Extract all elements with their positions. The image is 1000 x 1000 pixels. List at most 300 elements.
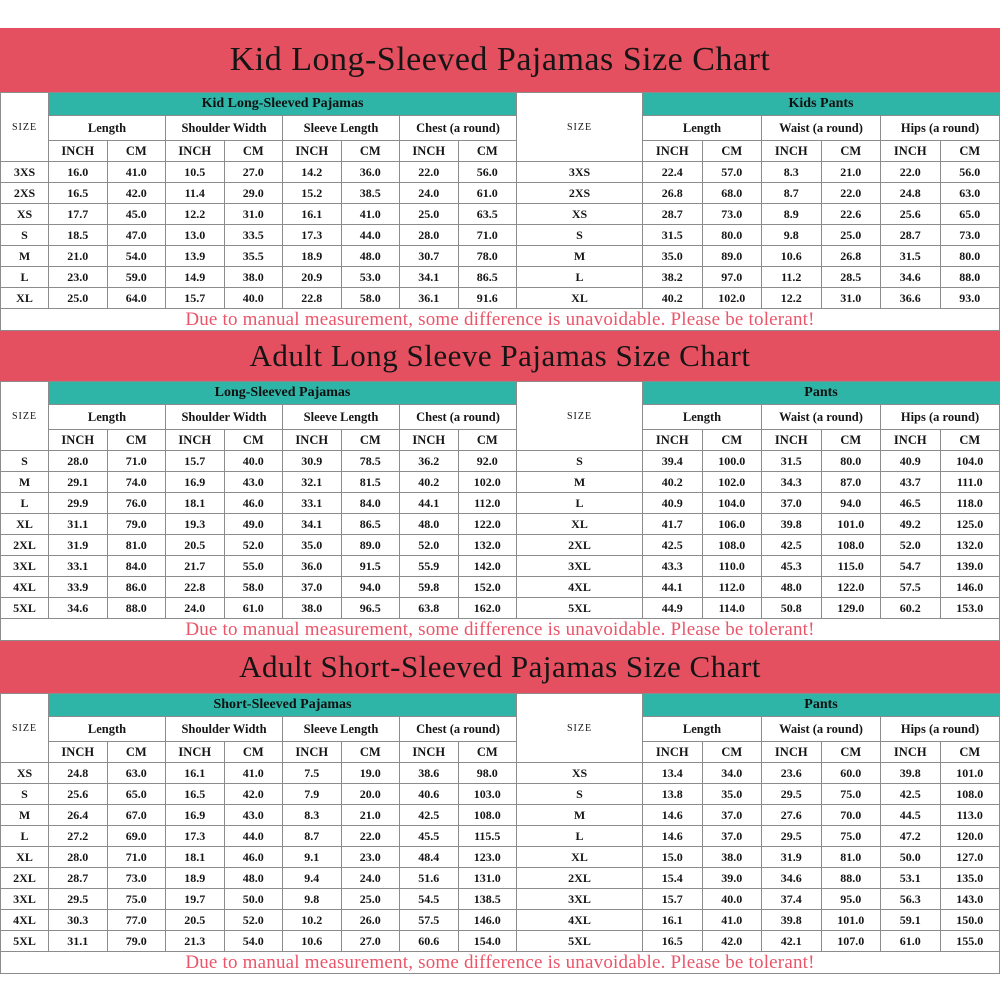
size-label: 3XL	[1, 889, 49, 910]
measurement-value: 63.0	[940, 183, 1000, 204]
measurement-value: 22.8	[283, 288, 342, 309]
measurement-value: 143.0	[940, 889, 1000, 910]
measurement-value: 16.1	[283, 204, 342, 225]
measurement-value: 24.0	[166, 598, 225, 619]
unit-header: INCH	[400, 141, 459, 162]
measurement-value: 12.2	[166, 204, 225, 225]
measurement-value: 56.3	[881, 889, 941, 910]
unit-header: INCH	[283, 430, 342, 451]
column-group-header: Shoulder Width	[166, 116, 283, 141]
measurement-value: 44.0	[341, 225, 400, 246]
measurement-value: 10.5	[166, 162, 225, 183]
table-row	[1, 847, 517, 868]
measurement-value: 28.0	[49, 451, 108, 472]
measurement-value: 88.0	[821, 868, 881, 889]
size-label: XL	[517, 514, 643, 535]
unit-header: INCH	[283, 742, 342, 763]
size-label: 4XL	[1, 577, 49, 598]
measurement-value: 9.4	[283, 868, 342, 889]
column-group-header: Hips (a round)	[881, 116, 1000, 141]
measurement-value: 80.0	[821, 451, 881, 472]
size-label: 3XS	[1, 162, 49, 183]
measurement-value: 34.3	[762, 472, 822, 493]
measurement-value: 81.5	[341, 472, 400, 493]
table-row	[517, 826, 1000, 847]
measurement-value: 106.0	[702, 514, 762, 535]
size-label: XS	[1, 763, 49, 784]
measurement-value: 131.0	[458, 868, 517, 889]
measurement-value: 21.7	[166, 556, 225, 577]
unit-header: INCH	[643, 141, 703, 162]
size-label: 4XL	[517, 577, 643, 598]
measurement-value: 41.0	[341, 204, 400, 225]
measurement-value: 29.5	[762, 826, 822, 847]
measurement-value: 25.6	[881, 204, 941, 225]
measurement-value: 10.6	[762, 246, 822, 267]
measurement-value: 67.0	[107, 805, 166, 826]
measurement-value: 14.2	[283, 162, 342, 183]
unit-header: CM	[702, 430, 762, 451]
unit-header: INCH	[881, 742, 941, 763]
measurement-value: 48.0	[224, 868, 283, 889]
measurement-value: 10.6	[283, 931, 342, 952]
size-label: 2XL	[1, 868, 49, 889]
measurement-value: 142.0	[458, 556, 517, 577]
measurement-value: 39.8	[762, 514, 822, 535]
table-row	[517, 556, 1000, 577]
size-label: M	[1, 246, 49, 267]
measurement-value: 65.0	[940, 204, 1000, 225]
measurement-value: 14.6	[643, 805, 703, 826]
measurement-value: 108.0	[702, 535, 762, 556]
measurement-value: 56.0	[458, 162, 517, 183]
measurement-value: 54.5	[400, 889, 459, 910]
measurement-value: 39.8	[762, 910, 822, 931]
measurement-value: 41.7	[643, 514, 703, 535]
table-row	[1, 514, 517, 535]
measurement-value: 46.5	[881, 493, 941, 514]
table-row	[1, 784, 517, 805]
section-title-banner	[0, 641, 1000, 693]
measurement-value: 17.3	[166, 826, 225, 847]
size-label: XS	[1, 204, 49, 225]
section-title: Kid Long-Sleeved Pajamas Size Chart	[229, 41, 771, 78]
measurement-value: 111.0	[940, 472, 1000, 493]
unit-header: CM	[821, 742, 881, 763]
measurement-value: 70.0	[821, 805, 881, 826]
measurement-value: 38.5	[341, 183, 400, 204]
measurement-value: 104.0	[940, 451, 1000, 472]
table-band-title: Kid Long-Sleeved Pajamas	[49, 93, 517, 116]
column-group-header: Chest (a round)	[400, 717, 517, 742]
measurement-value: 34.6	[881, 267, 941, 288]
unit-header: CM	[224, 430, 283, 451]
table-row	[517, 847, 1000, 868]
measurement-value: 37.0	[702, 805, 762, 826]
measurement-value: 8.7	[283, 826, 342, 847]
column-group-header: Length	[49, 717, 166, 742]
measurement-value: 45.0	[107, 204, 166, 225]
measurement-value: 35.0	[283, 535, 342, 556]
measurement-value: 107.0	[821, 931, 881, 952]
measurement-value: 27.6	[762, 805, 822, 826]
disclaimer-text: Due to manual measurement, some difference is unavoidable. Please be tolerant!	[0, 618, 1000, 641]
size-label: 4XL	[517, 910, 643, 931]
measurement-value: 31.1	[49, 931, 108, 952]
measurement-value: 113.0	[940, 805, 1000, 826]
measurement-value: 118.0	[940, 493, 1000, 514]
measurement-value: 43.0	[224, 805, 283, 826]
measurement-value: 92.0	[458, 451, 517, 472]
measurement-value: 19.0	[341, 763, 400, 784]
measurement-value: 39.4	[643, 451, 703, 472]
unit-header: CM	[821, 430, 881, 451]
section-adult-short-sleeved	[0, 641, 1000, 974]
measurement-value: 37.4	[762, 889, 822, 910]
measurement-value: 15.7	[643, 889, 703, 910]
measurement-value: 50.0	[881, 847, 941, 868]
measurement-value: 39.0	[702, 868, 762, 889]
measurement-value: 40.0	[702, 889, 762, 910]
measurement-value: 71.0	[107, 451, 166, 472]
unit-header: INCH	[166, 141, 225, 162]
unit-header: INCH	[400, 430, 459, 451]
table-row	[1, 535, 517, 556]
measurement-value: 34.1	[283, 514, 342, 535]
measurement-value: 77.0	[107, 910, 166, 931]
measurement-value: 47.2	[881, 826, 941, 847]
size-label: 3XS	[517, 162, 643, 183]
measurement-value: 36.0	[283, 556, 342, 577]
measurement-value: 84.0	[341, 493, 400, 514]
measurement-value: 91.6	[458, 288, 517, 309]
measurement-value: 31.9	[762, 847, 822, 868]
measurement-value: 146.0	[458, 910, 517, 931]
measurement-value: 13.4	[643, 763, 703, 784]
measurement-value: 44.5	[881, 805, 941, 826]
measurement-value: 91.5	[341, 556, 400, 577]
table-row	[1, 472, 517, 493]
measurement-value: 28.0	[400, 225, 459, 246]
size-label: XS	[517, 763, 643, 784]
section-adult-long-sleeve	[0, 331, 1000, 641]
unit-header: INCH	[881, 141, 941, 162]
measurement-value: 48.0	[341, 246, 400, 267]
size-label: M	[517, 805, 643, 826]
table-row	[1, 598, 517, 619]
unit-header: INCH	[762, 430, 822, 451]
measurement-value: 27.0	[224, 162, 283, 183]
size-label: XL	[517, 847, 643, 868]
measurement-value: 8.7	[762, 183, 822, 204]
size-label: 2XL	[517, 535, 643, 556]
measurement-value: 36.2	[400, 451, 459, 472]
measurement-value: 26.8	[643, 183, 703, 204]
table-row	[517, 514, 1000, 535]
pajamas-table	[0, 92, 517, 309]
measurement-value: 40.9	[643, 493, 703, 514]
measurement-value: 57.5	[400, 910, 459, 931]
pants-table	[516, 92, 1000, 309]
measurement-value: 20.5	[166, 910, 225, 931]
table-row	[517, 204, 1000, 225]
measurement-value: 103.0	[458, 784, 517, 805]
measurement-value: 102.0	[702, 288, 762, 309]
size-column-header: SIZE	[517, 93, 643, 162]
table-row	[517, 577, 1000, 598]
size-column-header: SIZE	[1, 93, 49, 162]
measurement-value: 122.0	[821, 577, 881, 598]
measurement-value: 100.0	[702, 451, 762, 472]
size-label: XL	[1, 847, 49, 868]
table-row	[1, 183, 517, 204]
measurement-value: 38.6	[400, 763, 459, 784]
unit-header: CM	[702, 742, 762, 763]
measurement-value: 40.6	[400, 784, 459, 805]
measurement-value: 102.0	[458, 472, 517, 493]
measurement-value: 89.0	[702, 246, 762, 267]
measurement-value: 78.0	[458, 246, 517, 267]
measurement-value: 132.0	[940, 535, 1000, 556]
measurement-value: 50.8	[762, 598, 822, 619]
size-label: 5XL	[517, 931, 643, 952]
measurement-value: 31.5	[762, 451, 822, 472]
table-row	[517, 246, 1000, 267]
measurement-value: 22.6	[821, 204, 881, 225]
unit-header: INCH	[643, 430, 703, 451]
measurement-value: 42.0	[224, 784, 283, 805]
section-title: Adult Short-Sleeved Pajamas Size Chart	[239, 649, 761, 684]
measurement-value: 43.0	[224, 472, 283, 493]
measurement-value: 24.8	[881, 183, 941, 204]
measurement-value: 88.0	[107, 598, 166, 619]
measurement-value: 24.0	[341, 868, 400, 889]
measurement-value: 81.0	[821, 847, 881, 868]
measurement-value: 64.0	[107, 288, 166, 309]
measurement-value: 13.9	[166, 246, 225, 267]
measurement-value: 38.2	[643, 267, 703, 288]
unit-header: CM	[224, 742, 283, 763]
measurement-value: 18.5	[49, 225, 108, 246]
pajamas-table	[0, 381, 517, 619]
table-row	[1, 493, 517, 514]
measurement-value: 31.5	[881, 246, 941, 267]
measurement-value: 22.8	[166, 577, 225, 598]
column-group-header: Hips (a round)	[881, 717, 1000, 742]
measurement-value: 16.5	[166, 784, 225, 805]
unit-header: CM	[458, 141, 517, 162]
size-label: M	[1, 805, 49, 826]
measurement-value: 15.4	[643, 868, 703, 889]
measurement-value: 24.0	[400, 183, 459, 204]
table-row	[517, 784, 1000, 805]
column-group-header: Sleeve Length	[283, 717, 400, 742]
measurement-value: 122.0	[458, 514, 517, 535]
measurement-value: 125.0	[940, 514, 1000, 535]
table-band-title: Short-Sleeved Pajamas	[49, 694, 517, 717]
measurement-value: 71.0	[458, 225, 517, 246]
measurement-value: 12.2	[762, 288, 822, 309]
measurement-value: 38.0	[702, 847, 762, 868]
measurement-value: 29.0	[224, 183, 283, 204]
measurement-value: 71.0	[107, 847, 166, 868]
measurement-value: 102.0	[702, 472, 762, 493]
measurement-value: 46.0	[224, 493, 283, 514]
table-row	[1, 267, 517, 288]
measurement-value: 74.0	[107, 472, 166, 493]
measurement-value: 30.7	[400, 246, 459, 267]
measurement-value: 17.3	[283, 225, 342, 246]
measurement-value: 14.9	[166, 267, 225, 288]
size-label: S	[517, 225, 643, 246]
measurement-value: 16.1	[166, 763, 225, 784]
measurement-value: 86.0	[107, 577, 166, 598]
measurement-value: 23.0	[341, 847, 400, 868]
measurement-value: 33.9	[49, 577, 108, 598]
table-band-title: Pants	[643, 694, 1000, 717]
measurement-value: 93.0	[940, 288, 1000, 309]
size-column-header: SIZE	[1, 694, 49, 763]
measurement-value: 86.5	[341, 514, 400, 535]
measurement-value: 49.0	[224, 514, 283, 535]
section-title: Adult Long Sleeve Pajamas Size Chart	[249, 338, 751, 373]
measurement-value: 104.0	[702, 493, 762, 514]
measurement-value: 80.0	[702, 225, 762, 246]
measurement-value: 25.0	[400, 204, 459, 225]
measurement-value: 26.4	[49, 805, 108, 826]
measurement-value: 44.9	[643, 598, 703, 619]
measurement-value: 41.0	[702, 910, 762, 931]
column-group-header: Waist (a round)	[762, 717, 881, 742]
measurement-value: 21.0	[341, 805, 400, 826]
unit-header: CM	[702, 141, 762, 162]
measurement-value: 29.5	[762, 784, 822, 805]
measurement-value: 56.0	[940, 162, 1000, 183]
measurement-value: 48.0	[400, 514, 459, 535]
column-group-header: Hips (a round)	[881, 405, 1000, 430]
measurement-value: 59.0	[107, 267, 166, 288]
measurement-value: 45.5	[400, 826, 459, 847]
measurement-value: 63.5	[458, 204, 517, 225]
measurement-value: 19.7	[166, 889, 225, 910]
measurement-value: 16.0	[49, 162, 108, 183]
measurement-value: 8.9	[762, 204, 822, 225]
unit-header: INCH	[400, 742, 459, 763]
measurement-value: 28.5	[821, 267, 881, 288]
tables-row	[0, 92, 1000, 309]
measurement-value: 36.1	[400, 288, 459, 309]
table-row	[517, 267, 1000, 288]
unit-header: CM	[821, 141, 881, 162]
column-group-header: Shoulder Width	[166, 717, 283, 742]
table-row	[517, 868, 1000, 889]
size-label: L	[517, 826, 643, 847]
measurement-value: 7.5	[283, 763, 342, 784]
measurement-value: 40.2	[400, 472, 459, 493]
measurement-value: 150.0	[940, 910, 1000, 931]
measurement-value: 57.0	[702, 162, 762, 183]
column-group-header: Waist (a round)	[762, 405, 881, 430]
unit-header: INCH	[643, 742, 703, 763]
measurement-value: 42.5	[400, 805, 459, 826]
column-group-header: Chest (a round)	[400, 116, 517, 141]
column-group-header: Length	[49, 405, 166, 430]
measurement-value: 75.0	[107, 889, 166, 910]
table-row	[517, 451, 1000, 472]
measurement-value: 63.8	[400, 598, 459, 619]
unit-header: CM	[341, 430, 400, 451]
measurement-value: 54.0	[224, 931, 283, 952]
table-row	[1, 556, 517, 577]
measurement-value: 47.0	[107, 225, 166, 246]
measurement-value: 20.0	[341, 784, 400, 805]
table-row	[1, 162, 517, 183]
size-label: 5XL	[1, 931, 49, 952]
measurement-value: 39.8	[881, 763, 941, 784]
measurement-value: 18.9	[283, 246, 342, 267]
measurement-value: 110.0	[702, 556, 762, 577]
measurement-value: 53.0	[341, 267, 400, 288]
measurement-value: 37.0	[762, 493, 822, 514]
table-row	[1, 288, 517, 309]
size-label: 4XL	[1, 910, 49, 931]
size-label: L	[517, 493, 643, 514]
measurement-value: 60.2	[881, 598, 941, 619]
measurement-value: 40.2	[643, 288, 703, 309]
measurement-value: 59.8	[400, 577, 459, 598]
column-group-header: Chest (a round)	[400, 405, 517, 430]
size-label: 3XL	[517, 556, 643, 577]
size-label: S	[1, 451, 49, 472]
size-label: 3XL	[517, 889, 643, 910]
measurement-value: 35.0	[702, 784, 762, 805]
measurement-value: 139.0	[940, 556, 1000, 577]
measurement-value: 34.6	[49, 598, 108, 619]
measurement-value: 34.0	[702, 763, 762, 784]
disclaimer-text: Due to manual measurement, some difference is unavoidable. Please be tolerant!	[0, 951, 1000, 974]
measurement-value: 13.8	[643, 784, 703, 805]
column-group-header: Sleeve Length	[283, 405, 400, 430]
measurement-value: 52.0	[224, 535, 283, 556]
size-label: 2XL	[1, 535, 49, 556]
measurement-value: 8.3	[283, 805, 342, 826]
measurement-value: 14.6	[643, 826, 703, 847]
table-row	[517, 493, 1000, 514]
measurement-value: 40.2	[643, 472, 703, 493]
measurement-value: 16.5	[643, 931, 703, 952]
table-row	[517, 889, 1000, 910]
measurement-value: 22.0	[881, 162, 941, 183]
table-row	[517, 225, 1000, 246]
measurement-value: 16.5	[49, 183, 108, 204]
unit-header: INCH	[762, 141, 822, 162]
size-label: XL	[1, 288, 49, 309]
measurement-value: 54.7	[881, 556, 941, 577]
measurement-value: 38.0	[224, 267, 283, 288]
measurement-value: 43.3	[643, 556, 703, 577]
unit-header: CM	[940, 742, 1000, 763]
measurement-value: 97.0	[702, 267, 762, 288]
measurement-value: 15.2	[283, 183, 342, 204]
measurement-value: 55.0	[224, 556, 283, 577]
measurement-value: 154.0	[458, 931, 517, 952]
measurement-value: 46.0	[224, 847, 283, 868]
measurement-value: 38.0	[283, 598, 342, 619]
table-row	[1, 225, 517, 246]
measurement-value: 52.0	[881, 535, 941, 556]
column-group-header: Length	[643, 116, 762, 141]
table-band-title: Pants	[643, 382, 1000, 405]
